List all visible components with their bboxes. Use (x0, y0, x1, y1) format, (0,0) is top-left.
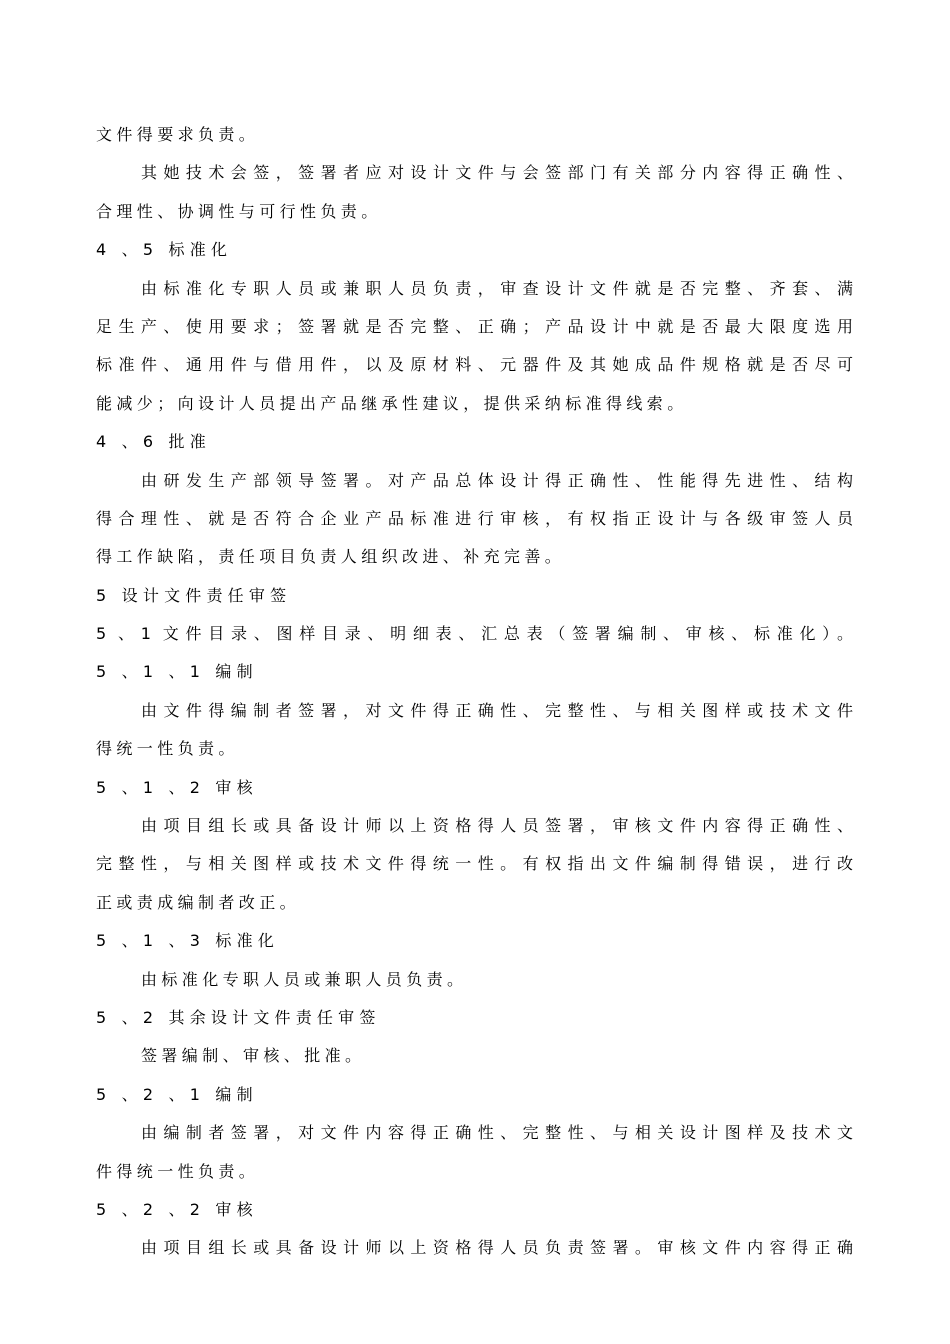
paragraph-line: 得合理性、就是否符合企业产品标准进行审核，有权指正设计与各级审签人员 (96, 508, 853, 528)
paragraph-line: 得统一性负责。 (96, 739, 239, 759)
section-heading: 5 、1 、1 编制 (96, 662, 258, 682)
paragraph-line: 件得统一性负责。 (96, 1161, 260, 1181)
paragraph-line: 5 、1 文件目录、图样目录、明细表、汇总表（签署编制、审核、标准化）。 (96, 624, 853, 644)
section-heading: 5 、1 、3 标准化 (96, 931, 279, 951)
paragraph-line: 由标准化专职人员或兼职人员负责。 (141, 969, 468, 989)
paragraph-line: 签署编制、审核、批准。 (141, 1046, 366, 1066)
paragraph-line: 完整性，与相关图样或技术文件得统一性。有权指出文件编制得错误，进行改 (96, 854, 853, 874)
document-page (96, 116, 853, 1268)
section-heading: 5 、1 、2 审核 (96, 777, 258, 797)
paragraph-line: 由项目组长或具备设计师以上资格得人员签署，审核文件内容得正确性、 (141, 816, 853, 836)
section-heading: 5 设计文件责任审签 (96, 585, 292, 605)
paragraph-line: 文件得要求负责。 (96, 125, 260, 144)
paragraph-line: 由研发生产部领导签署。对产品总体设计得正确性、性能得先进性、结构 (141, 470, 853, 490)
paragraph-line: 能减少；向设计人员提出产品继承性建议，提供采纳标准得线索。 (96, 393, 688, 413)
section-heading: 5 、2 、1 编制 (96, 1084, 258, 1104)
paragraph-line: 由编制者签署，对文件内容得正确性、完整性、与相关设计图样及技术文 (141, 1123, 853, 1143)
paragraph-line: 足生产、使用要求；签署就是否完整、正确；产品设计中就是否最大限度选用 (96, 316, 853, 336)
paragraph-line: 其她技术会签，签署者应对设计文件与会签部门有关部分内容得正确性、 (141, 163, 853, 183)
paragraph-line: 得工作缺陷，责任项目负责人组织改进、补充完善。 (96, 547, 566, 567)
paragraph-line: 合理性、协调性与可行性负责。 (96, 201, 382, 221)
paragraph-line: 正或责成编制者改正。 (96, 892, 301, 912)
paragraph-line: 由文件得编制者签署，对文件得正确性、完整性、与相关图样或技术文件 (141, 700, 853, 720)
section-heading: 5 、2 其余设计文件责任审签 (96, 1007, 381, 1027)
section-heading: 4 、5 标准化 (96, 240, 233, 260)
paragraph-line: 由项目组长或具备设计师以上资格得人员负责签署。审核文件内容得正确 (141, 1238, 853, 1258)
section-heading: 5 、2 、2 审核 (96, 1199, 258, 1219)
paragraph-line: 标准件、通用件与借用件，以及原材料、元器件及其她成品件规格就是否尽可 (96, 355, 853, 375)
section-heading: 4 、6 批准 (96, 432, 211, 452)
paragraph-line: 由标准化专职人员或兼职人员负责，审查设计文件就是否完整、齐套、满 (141, 278, 853, 298)
